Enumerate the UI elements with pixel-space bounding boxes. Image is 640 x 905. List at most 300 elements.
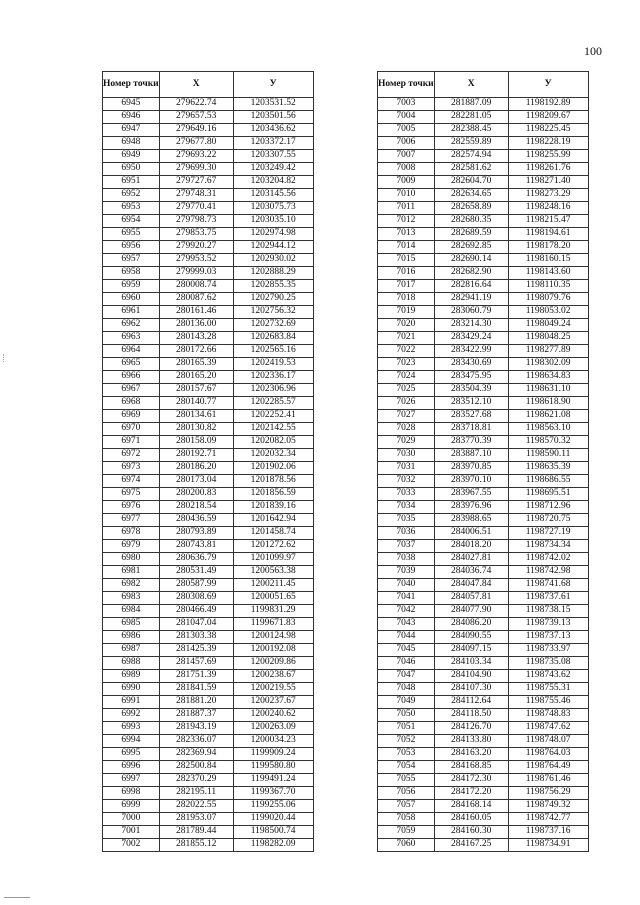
x-coordinate-cell: 283967.55 [434, 488, 508, 501]
y-coordinate-cell: 1198563.10 [508, 423, 588, 436]
y-coordinate-cell: 1198737.61 [508, 592, 588, 605]
scan-mark [3, 354, 4, 362]
point-number-cell: 7055 [378, 774, 435, 787]
y-coordinate-cell: 1203145.56 [233, 189, 313, 202]
y-coordinate-cell: 1202888.29 [233, 267, 313, 280]
x-coordinate-cell: 284118.50 [434, 709, 508, 722]
y-coordinate-cell: 1202565.16 [233, 345, 313, 358]
x-coordinate-cell: 281457.69 [159, 657, 233, 670]
point-number-cell: 7050 [378, 709, 435, 722]
y-coordinate-cell: 1200563.38 [233, 566, 313, 579]
point-number-cell: 7059 [378, 826, 435, 839]
y-coordinate-cell: 1198192.89 [508, 98, 588, 111]
y-coordinate-cell: 1198225.45 [508, 124, 588, 137]
x-coordinate-cell: 279693.22 [159, 150, 233, 163]
x-coordinate-cell: 280161.46 [159, 306, 233, 319]
point-number-cell: 6952 [103, 189, 160, 202]
point-number-cell: 6996 [103, 761, 160, 774]
table-row [378, 241, 589, 254]
point-number-cell: 7041 [378, 592, 435, 605]
y-coordinate-cell: 1200124.98 [233, 631, 313, 644]
point-number-cell: 7015 [378, 254, 435, 267]
table-row [378, 696, 589, 709]
table-row [103, 488, 314, 501]
table-row [103, 787, 314, 800]
y-coordinate-cell: 1198631.10 [508, 384, 588, 397]
table-row [103, 111, 314, 124]
table-row [378, 163, 589, 176]
table-row [103, 189, 314, 202]
point-number-cell: 7026 [378, 397, 435, 410]
table-row [378, 553, 589, 566]
point-number-cell: 6991 [103, 696, 160, 709]
y-coordinate-cell: 1198261.76 [508, 163, 588, 176]
point-number-cell: 6980 [103, 553, 160, 566]
point-number-cell: 7031 [378, 462, 435, 475]
y-coordinate-cell: 1198048.25 [508, 332, 588, 345]
header-point-number: Номер точки [103, 72, 160, 98]
table-row [103, 839, 314, 852]
table-row [378, 683, 589, 696]
x-coordinate-cell: 281953.07 [159, 813, 233, 826]
table-row [103, 605, 314, 618]
table-row [103, 306, 314, 319]
table-row [378, 449, 589, 462]
point-number-cell: 7048 [378, 683, 435, 696]
table-row [103, 449, 314, 462]
y-coordinate-cell: 1198738.15 [508, 605, 588, 618]
x-coordinate-cell: 284160.30 [434, 826, 508, 839]
table-row [103, 462, 314, 475]
y-coordinate-cell: 1203035.10 [233, 215, 313, 228]
x-coordinate-cell: 283887.10 [434, 449, 508, 462]
table-row [378, 709, 589, 722]
table-row [103, 618, 314, 631]
y-coordinate-cell: 1203307.55 [233, 150, 313, 163]
table-row [378, 332, 589, 345]
point-number-cell: 7043 [378, 618, 435, 631]
point-number-cell: 6966 [103, 371, 160, 384]
table-row [378, 384, 589, 397]
table-row [378, 137, 589, 150]
table-row [103, 657, 314, 670]
point-number-cell: 7014 [378, 241, 435, 254]
y-coordinate-cell: 1198273.29 [508, 189, 588, 202]
x-coordinate-cell: 282692.85 [434, 241, 508, 254]
table-row [103, 293, 314, 306]
header-y: У [233, 72, 313, 98]
table-header-row [103, 72, 314, 98]
x-coordinate-cell: 284090.55 [434, 631, 508, 644]
y-coordinate-cell: 1198737.16 [508, 826, 588, 839]
x-coordinate-cell: 281047.04 [159, 618, 233, 631]
point-number-cell: 6983 [103, 592, 160, 605]
y-coordinate-cell: 1200263.09 [233, 722, 313, 735]
point-number-cell: 6972 [103, 449, 160, 462]
table-row [378, 228, 589, 241]
y-coordinate-cell: 1203075.73 [233, 202, 313, 215]
x-coordinate-cell: 280192.71 [159, 449, 233, 462]
x-coordinate-cell: 282680.35 [434, 215, 508, 228]
table-row [103, 345, 314, 358]
table-header-row [378, 72, 589, 98]
y-coordinate-cell: 1202756.32 [233, 306, 313, 319]
table-row [378, 618, 589, 631]
y-coordinate-cell: 1201902.06 [233, 462, 313, 475]
point-number-cell: 6946 [103, 111, 160, 124]
table-row [378, 579, 589, 592]
y-coordinate-cell: 1202419.53 [233, 358, 313, 371]
y-coordinate-cell: 1202855.35 [233, 280, 313, 293]
x-coordinate-cell: 279727.67 [159, 176, 233, 189]
table-row [378, 306, 589, 319]
x-coordinate-cell: 279657.53 [159, 111, 233, 124]
table-row [103, 228, 314, 241]
table-row [378, 514, 589, 527]
point-number-cell: 7011 [378, 202, 435, 215]
point-number-cell: 7025 [378, 384, 435, 397]
table-row [103, 319, 314, 332]
table-row [378, 280, 589, 293]
y-coordinate-cell: 1201458.74 [233, 527, 313, 540]
point-number-cell: 7057 [378, 800, 435, 813]
point-number-cell: 7032 [378, 475, 435, 488]
y-coordinate-cell: 1198737.13 [508, 631, 588, 644]
point-number-cell: 7001 [103, 826, 160, 839]
x-coordinate-cell: 283718.81 [434, 423, 508, 436]
table-row [103, 423, 314, 436]
x-coordinate-cell: 283430.69 [434, 358, 508, 371]
x-coordinate-cell: 279622.74 [159, 98, 233, 111]
table-row [378, 566, 589, 579]
y-coordinate-cell: 1198734.91 [508, 839, 588, 852]
table-row [103, 384, 314, 397]
table-row [378, 475, 589, 488]
table-row [103, 761, 314, 774]
point-number-cell: 7029 [378, 436, 435, 449]
x-coordinate-cell: 284006.51 [434, 527, 508, 540]
table-row [103, 215, 314, 228]
table-row [378, 176, 589, 189]
x-coordinate-cell: 284036.74 [434, 566, 508, 579]
point-number-cell: 7060 [378, 839, 435, 852]
table-row [103, 553, 314, 566]
point-number-cell: 7042 [378, 605, 435, 618]
x-coordinate-cell: 279748.31 [159, 189, 233, 202]
x-coordinate-cell: 282388.45 [434, 124, 508, 137]
y-coordinate-cell: 1198742.02 [508, 553, 588, 566]
x-coordinate-cell: 281841.59 [159, 683, 233, 696]
y-coordinate-cell: 1202082.05 [233, 436, 313, 449]
y-coordinate-cell: 1200209.86 [233, 657, 313, 670]
y-coordinate-cell: 1198734.34 [508, 540, 588, 553]
y-coordinate-cell: 1198209.67 [508, 111, 588, 124]
point-number-cell: 7008 [378, 163, 435, 176]
point-number-cell: 7058 [378, 813, 435, 826]
table-row [103, 397, 314, 410]
y-coordinate-cell: 1198743.62 [508, 670, 588, 683]
x-coordinate-cell: 284018.20 [434, 540, 508, 553]
x-coordinate-cell: 280200.83 [159, 488, 233, 501]
y-coordinate-cell: 1198748.83 [508, 709, 588, 722]
x-coordinate-cell: 280531.49 [159, 566, 233, 579]
x-coordinate-cell: 283976.96 [434, 501, 508, 514]
x-coordinate-cell: 279999.03 [159, 267, 233, 280]
x-coordinate-cell: 281887.09 [434, 98, 508, 111]
x-coordinate-cell: 284107.30 [434, 683, 508, 696]
y-coordinate-cell: 1198282.09 [233, 839, 313, 852]
point-number-cell: 6945 [103, 98, 160, 111]
table-row [378, 98, 589, 111]
y-coordinate-cell: 1198049.24 [508, 319, 588, 332]
table-row [378, 800, 589, 813]
y-coordinate-cell: 1201272.62 [233, 540, 313, 553]
table-body-left [103, 98, 314, 852]
point-number-cell: 6975 [103, 488, 160, 501]
table-row [378, 371, 589, 384]
table-row [378, 397, 589, 410]
point-number-cell: 6994 [103, 735, 160, 748]
x-coordinate-cell: 284047.84 [434, 579, 508, 592]
x-coordinate-cell: 280157.67 [159, 384, 233, 397]
x-coordinate-cell: 279699.30 [159, 163, 233, 176]
point-number-cell: 7002 [103, 839, 160, 852]
y-coordinate-cell: 1203501.56 [233, 111, 313, 124]
x-coordinate-cell: 282604.70 [434, 176, 508, 189]
point-number-cell: 6950 [103, 163, 160, 176]
point-number-cell: 6960 [103, 293, 160, 306]
point-number-cell: 6967 [103, 384, 160, 397]
table-row [378, 826, 589, 839]
x-coordinate-cell: 283970.10 [434, 475, 508, 488]
point-number-cell: 6974 [103, 475, 160, 488]
y-coordinate-cell: 1198143.60 [508, 267, 588, 280]
x-coordinate-cell: 281751.39 [159, 670, 233, 683]
point-number-cell: 7044 [378, 631, 435, 644]
x-coordinate-cell: 283512.10 [434, 397, 508, 410]
point-number-cell: 6981 [103, 566, 160, 579]
table-row [103, 579, 314, 592]
y-coordinate-cell: 1198712.96 [508, 501, 588, 514]
x-coordinate-cell: 284167.25 [434, 839, 508, 852]
header-x: X [159, 72, 233, 98]
table-row [378, 592, 589, 605]
table-row [378, 787, 589, 800]
table-row [378, 423, 589, 436]
y-coordinate-cell: 1198053.02 [508, 306, 588, 319]
table-row [103, 800, 314, 813]
point-number-cell: 6969 [103, 410, 160, 423]
y-coordinate-cell: 1198756.29 [508, 787, 588, 800]
x-coordinate-cell: 280186.20 [159, 462, 233, 475]
table-row [103, 124, 314, 137]
point-number-cell: 6999 [103, 800, 160, 813]
point-number-cell: 6953 [103, 202, 160, 215]
point-number-cell: 6951 [103, 176, 160, 189]
y-coordinate-cell: 1198277.89 [508, 345, 588, 358]
point-number-cell: 6971 [103, 436, 160, 449]
x-coordinate-cell: 280172.66 [159, 345, 233, 358]
point-number-cell: 6963 [103, 332, 160, 345]
table-row [378, 657, 589, 670]
x-coordinate-cell: 279649.16 [159, 124, 233, 137]
table-row [103, 774, 314, 787]
x-coordinate-cell: 283475.95 [434, 371, 508, 384]
point-number-cell: 7016 [378, 267, 435, 280]
y-coordinate-cell: 1198590.11 [508, 449, 588, 462]
x-coordinate-cell: 279677.80 [159, 137, 233, 150]
table-row [103, 163, 314, 176]
table-row [378, 267, 589, 280]
y-coordinate-cell: 1198160.15 [508, 254, 588, 267]
y-coordinate-cell: 1198755.46 [508, 696, 588, 709]
table-row [378, 189, 589, 202]
x-coordinate-cell: 282500.84 [159, 761, 233, 774]
table-row [103, 813, 314, 826]
table-row [103, 254, 314, 267]
y-coordinate-cell: 1201099.97 [233, 553, 313, 566]
table-row [103, 137, 314, 150]
point-number-cell: 7018 [378, 293, 435, 306]
x-coordinate-cell: 284103.34 [434, 657, 508, 670]
y-coordinate-cell: 1198733.97 [508, 644, 588, 657]
table-row [378, 735, 589, 748]
point-number-cell: 7019 [378, 306, 435, 319]
x-coordinate-cell: 284172.30 [434, 774, 508, 787]
x-coordinate-cell: 282022.55 [159, 800, 233, 813]
y-coordinate-cell: 1199255.06 [233, 800, 313, 813]
y-coordinate-cell: 1198635.39 [508, 462, 588, 475]
y-coordinate-cell: 1201856.59 [233, 488, 313, 501]
x-coordinate-cell: 280793.89 [159, 527, 233, 540]
x-coordinate-cell: 284097.15 [434, 644, 508, 657]
y-coordinate-cell: 1202285.57 [233, 397, 313, 410]
table-row [378, 761, 589, 774]
y-coordinate-cell: 1202732.69 [233, 319, 313, 332]
y-coordinate-cell: 1201878.56 [233, 475, 313, 488]
y-coordinate-cell: 1203436.62 [233, 124, 313, 137]
x-coordinate-cell: 280165.39 [159, 358, 233, 371]
y-coordinate-cell: 1199491.24 [233, 774, 313, 787]
table-row [103, 176, 314, 189]
point-number-cell: 7000 [103, 813, 160, 826]
x-coordinate-cell: 283504.39 [434, 384, 508, 397]
coordinate-table-right [377, 71, 589, 852]
point-number-cell: 6988 [103, 657, 160, 670]
table-row [378, 644, 589, 657]
table-row [378, 202, 589, 215]
table-row [378, 540, 589, 553]
table-row [378, 748, 589, 761]
x-coordinate-cell: 280140.77 [159, 397, 233, 410]
x-coordinate-cell: 284086.20 [434, 618, 508, 631]
point-number-cell: 7034 [378, 501, 435, 514]
y-coordinate-cell: 1198110.35 [508, 280, 588, 293]
footer-line [4, 897, 30, 898]
x-coordinate-cell: 280165.20 [159, 371, 233, 384]
x-coordinate-cell: 282559.89 [434, 137, 508, 150]
x-coordinate-cell: 282369.94 [159, 748, 233, 761]
table-row [103, 566, 314, 579]
y-coordinate-cell: 1198742.77 [508, 813, 588, 826]
x-coordinate-cell: 284112.64 [434, 696, 508, 709]
point-number-cell: 7027 [378, 410, 435, 423]
table-row [103, 540, 314, 553]
y-coordinate-cell: 1200051.65 [233, 592, 313, 605]
page-number: 100 [584, 44, 602, 58]
table-row [378, 358, 589, 371]
table-row [378, 813, 589, 826]
table-row [103, 501, 314, 514]
y-coordinate-cell: 1198735.08 [508, 657, 588, 670]
point-number-cell: 7045 [378, 644, 435, 657]
x-coordinate-cell: 283060.79 [434, 306, 508, 319]
table-row [103, 826, 314, 839]
y-coordinate-cell: 1202306.96 [233, 384, 313, 397]
y-coordinate-cell: 1203249.42 [233, 163, 313, 176]
x-coordinate-cell: 283429.24 [434, 332, 508, 345]
x-coordinate-cell: 284077.90 [434, 605, 508, 618]
y-coordinate-cell: 1198228.19 [508, 137, 588, 150]
point-number-cell: 6984 [103, 605, 160, 618]
y-coordinate-cell: 1200237.67 [233, 696, 313, 709]
table-row [103, 202, 314, 215]
table-body-right [378, 98, 589, 852]
y-coordinate-cell: 1198079.76 [508, 293, 588, 306]
x-coordinate-cell: 283770.39 [434, 436, 508, 449]
point-number-cell: 7036 [378, 527, 435, 540]
y-coordinate-cell: 1198747.62 [508, 722, 588, 735]
point-number-cell: 7046 [378, 657, 435, 670]
point-number-cell: 6954 [103, 215, 160, 228]
table-row [103, 475, 314, 488]
point-number-cell: 7012 [378, 215, 435, 228]
table-row [378, 488, 589, 501]
x-coordinate-cell: 284172.20 [434, 787, 508, 800]
table-row [103, 514, 314, 527]
point-number-cell: 6948 [103, 137, 160, 150]
point-number-cell: 6964 [103, 345, 160, 358]
x-coordinate-cell: 281789.44 [159, 826, 233, 839]
x-coordinate-cell: 282370.29 [159, 774, 233, 787]
y-coordinate-cell: 1198178.20 [508, 241, 588, 254]
point-number-cell: 6957 [103, 254, 160, 267]
point-number-cell: 7009 [378, 176, 435, 189]
y-coordinate-cell: 1199831.29 [233, 605, 313, 618]
y-coordinate-cell: 1202683.84 [233, 332, 313, 345]
table-row [103, 696, 314, 709]
table-row [378, 527, 589, 540]
point-number-cell: 7006 [378, 137, 435, 150]
point-number-cell: 6995 [103, 748, 160, 761]
x-coordinate-cell: 279853.75 [159, 228, 233, 241]
x-coordinate-cell: 280130.82 [159, 423, 233, 436]
y-coordinate-cell: 1198727.19 [508, 527, 588, 540]
y-coordinate-cell: 1198271.40 [508, 176, 588, 189]
y-coordinate-cell: 1199580.80 [233, 761, 313, 774]
y-coordinate-cell: 1198255.99 [508, 150, 588, 163]
point-number-cell: 6989 [103, 670, 160, 683]
point-number-cell: 6968 [103, 397, 160, 410]
point-number-cell: 7033 [378, 488, 435, 501]
point-number-cell: 7051 [378, 722, 435, 735]
table-row [378, 345, 589, 358]
y-coordinate-cell: 1198302.09 [508, 358, 588, 371]
x-coordinate-cell: 283214.30 [434, 319, 508, 332]
point-number-cell: 7017 [378, 280, 435, 293]
x-coordinate-cell: 281855.12 [159, 839, 233, 852]
coordinate-table-left [102, 71, 314, 852]
